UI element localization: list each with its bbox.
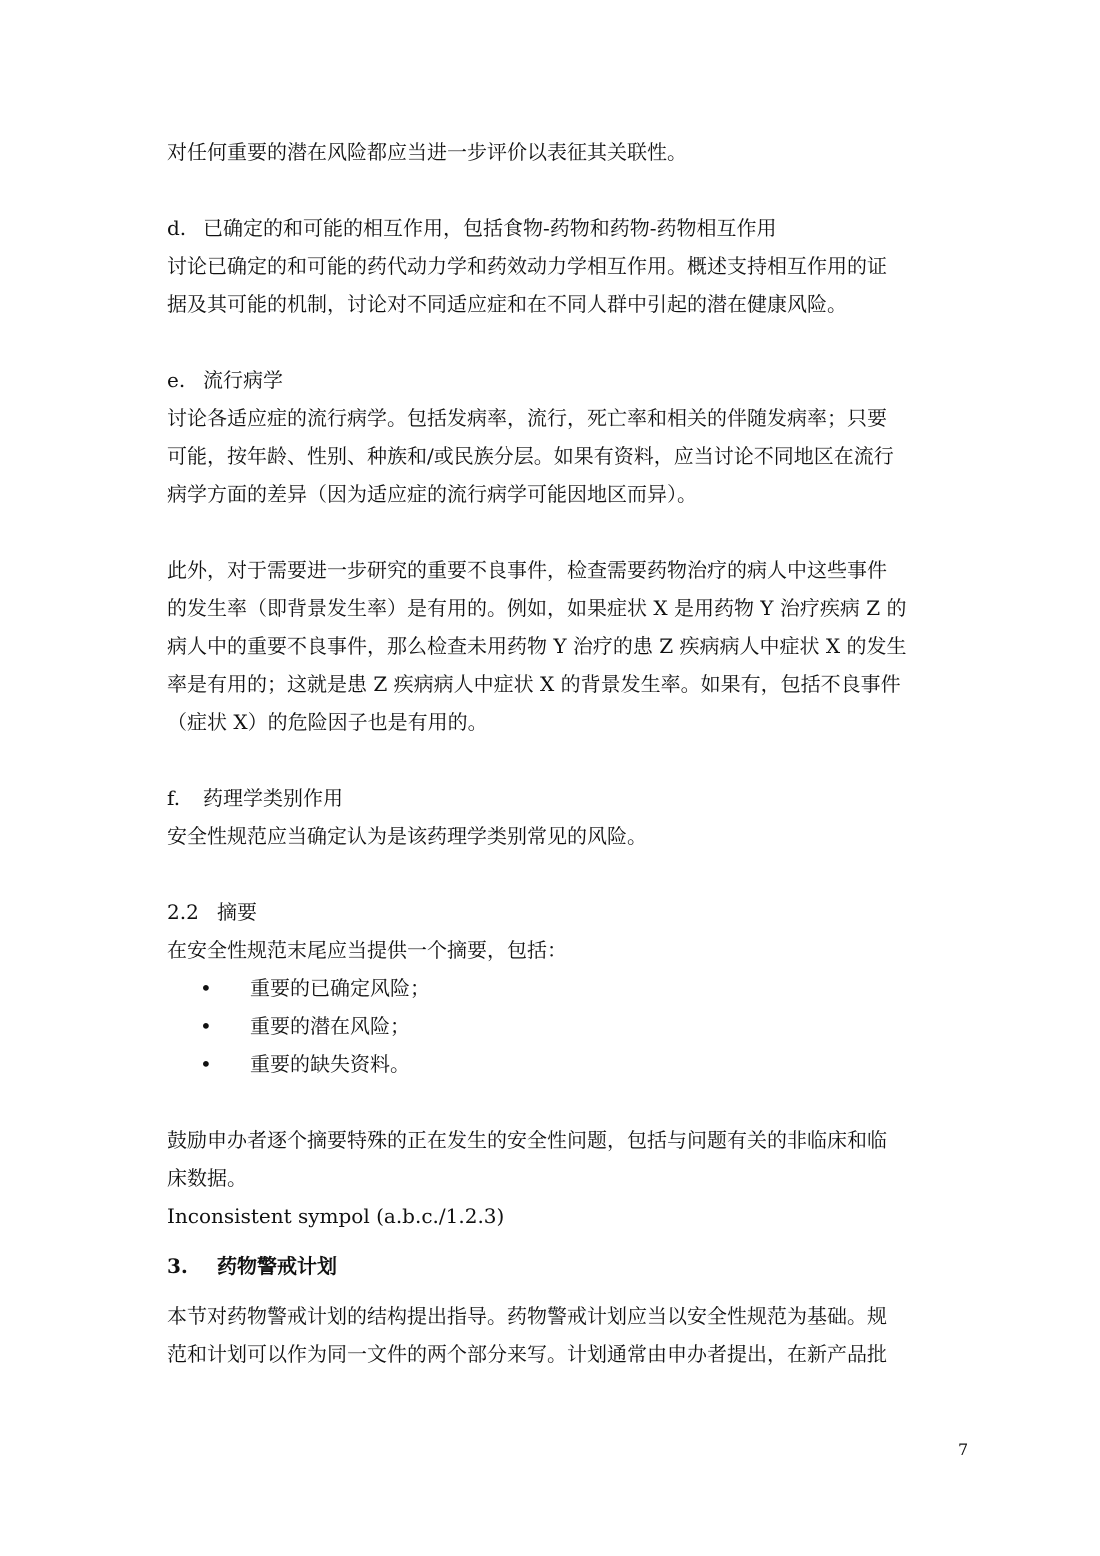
paragraph-line: 可能，按年龄、性别、种族和/或民族分层。如果有资料，应当讨论不同地区在流行	[167, 444, 894, 468]
paragraph-line: 的发生率（即背景发生率）是有用的。例如，如果症状 X 是用药物 Y 治疗疾病 Z 的	[167, 596, 907, 620]
bullet-text: 重要的缺失资料。	[250, 1052, 410, 1076]
bullet-text: 重要的已确定风险；	[250, 976, 430, 1000]
spacer	[167, 171, 971, 209]
paragraph-line: 据及其可能的机制，讨论对不同适应症和在不同人群中引起的潜在健康风险。	[167, 292, 847, 316]
paragraph-line: 此外，对于需要进一步研究的重要不良事件，检查需要药物治疗的病人中这些事件	[167, 558, 887, 582]
paragraph-line: 范和计划可以作为同一文件的两个部分来写。计划通常由申办者提出，在新产品批	[167, 1342, 887, 1366]
document-page	[167, 133, 971, 1373]
section-f-heading	[167, 779, 971, 817]
section-f-marker: f.	[167, 786, 181, 810]
bullet-item	[167, 1007, 971, 1045]
section-d-title: 已确定的和可能的相互作用，包括食物-药物和药物-药物相互作用	[203, 216, 777, 240]
bullet-item	[167, 969, 971, 1007]
paragraph-line: 病人中的重要不良事件，那么检查未用药物 Y 治疗的患 Z 疾病病人中症状 X 的发生	[167, 634, 907, 658]
annotation-note: Inconsistent sympol (a.b.c./1.2.3)	[167, 1204, 505, 1228]
section-f-title: 药理学类别作用	[203, 786, 343, 810]
spacer	[167, 513, 971, 551]
bullet-icon: •	[200, 1014, 212, 1038]
section-2-2-title: 摘要	[217, 900, 257, 924]
section-e-title: 流行病学	[203, 368, 283, 392]
paragraph-line: （症状 X）的危险因子也是有用的。	[167, 710, 488, 734]
spacer	[167, 741, 971, 779]
paragraph-line: 床数据。	[167, 1166, 247, 1190]
summary-intro: 在安全性规范末尾应当提供一个摘要，包括：	[167, 938, 567, 962]
section-e-marker: e.	[167, 368, 186, 392]
paragraph-line: 安全性规范应当确定认为是该药理学类别常见的风险。	[167, 824, 647, 848]
paragraph-line: 鼓励申办者逐个摘要特殊的正在发生的安全性问题，包括与问题有关的非临床和临	[167, 1128, 887, 1152]
spacer	[167, 323, 971, 361]
section-d-marker: d.	[167, 216, 187, 240]
section-e-heading	[167, 361, 971, 399]
paragraph-line: 病学方面的差异（因为适应症的流行病学可能因地区而异）。	[167, 482, 697, 506]
section-3-heading	[167, 1247, 971, 1285]
bullet-item	[167, 1045, 971, 1083]
paragraph-line: 率是有用的；这就是患 Z 疾病病人中症状 X 的背景发生率。如果有，包括不良事件	[167, 672, 901, 696]
section-2-2-heading	[167, 893, 971, 931]
section-3-marker: 3.	[167, 1254, 188, 1278]
bullet-icon: •	[200, 1052, 212, 1076]
bullet-icon: •	[200, 976, 212, 1000]
paragraph-line: 讨论各适应症的流行病学。包括发病率，流行，死亡率和相关的伴随发病率；只要	[167, 406, 887, 430]
bullet-text: 重要的潜在风险；	[250, 1014, 410, 1038]
page-number: 7	[958, 1440, 969, 1459]
paragraph-line: 讨论已确定的和可能的药代动力学和药效动力学相互作用。概述支持相互作用的证	[167, 254, 887, 278]
section-d-heading	[167, 209, 971, 247]
spacer	[167, 1083, 971, 1121]
section-2-2-marker: 2.2	[167, 900, 199, 924]
paragraph-line: 本节对药物警戒计划的结构提出指导。药物警戒计划应当以安全性规范为基础。规	[167, 1304, 887, 1328]
paragraph-line: 对任何重要的潜在风险都应当进一步评价以表征其关联性。	[167, 140, 687, 164]
section-3-title: 药物警戒计划	[217, 1254, 337, 1278]
spacer	[167, 855, 971, 893]
